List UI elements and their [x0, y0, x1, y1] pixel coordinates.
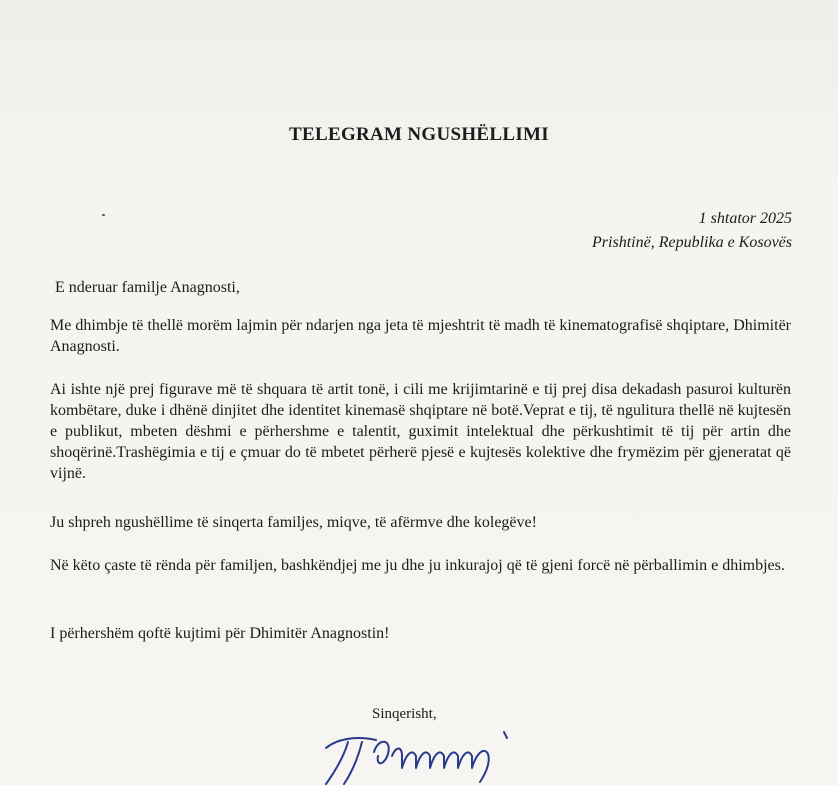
closing-phrase: Sinqerisht, — [372, 706, 437, 722]
paragraph-1: Me dhimbje të thellë morëm lajmin për ndarjen nga jeta të mjeshtrit të madh të kinematografisë shqiptare, Dhimitër Anagnosti. — [50, 317, 791, 355]
handwritten-signature — [318, 724, 518, 785]
paper-speck — [102, 214, 105, 216]
salutation: E nderuar familje Anagnosti, — [55, 279, 240, 296]
letter-date: 1 shtator 2025 — [698, 210, 792, 227]
letter-title: TELEGRAM NGUSHËLLIMI — [289, 124, 549, 145]
paragraph-5: I përhershëm qoftë kujtimi për Dhimitër Anagnostin! — [50, 625, 390, 642]
paragraph-4: Në këto çaste të rënda për familjen, bashkëndjej me ju dhe ju inkurajoj që të gjeni forcë në përballimin e dhimbjes. — [50, 557, 785, 574]
paragraph-2: Ai ishte një prej figurave më të shquara të artit tonë, i cili me krijimtarinë e tij prej disa dekadash pasuroi kulturën kombëtare, duke i dhënë dinjitet dhe identitet kinemasë shqiptare në botë.Veprat e tij, të ngulitura thellë në kujtesën e publikut, mbeten dëshmi e përhershme e talentit, guximit intelektual dhe përkushtimit të tij për artin dhe shoqërinë.Trashëgimia e tij e çmuar do të mbetet përherë pjesë e kujtesës kolektive dhe frymëzim për gjeneratat që vijnë. — [50, 381, 791, 482]
letter-place: Prishtinë, Republika e Kosovës — [592, 234, 792, 251]
paragraph-3: Ju shpreh ngushëllime të sinqerta familjes, miqve, të afërmve dhe kolegëve! — [50, 514, 537, 531]
